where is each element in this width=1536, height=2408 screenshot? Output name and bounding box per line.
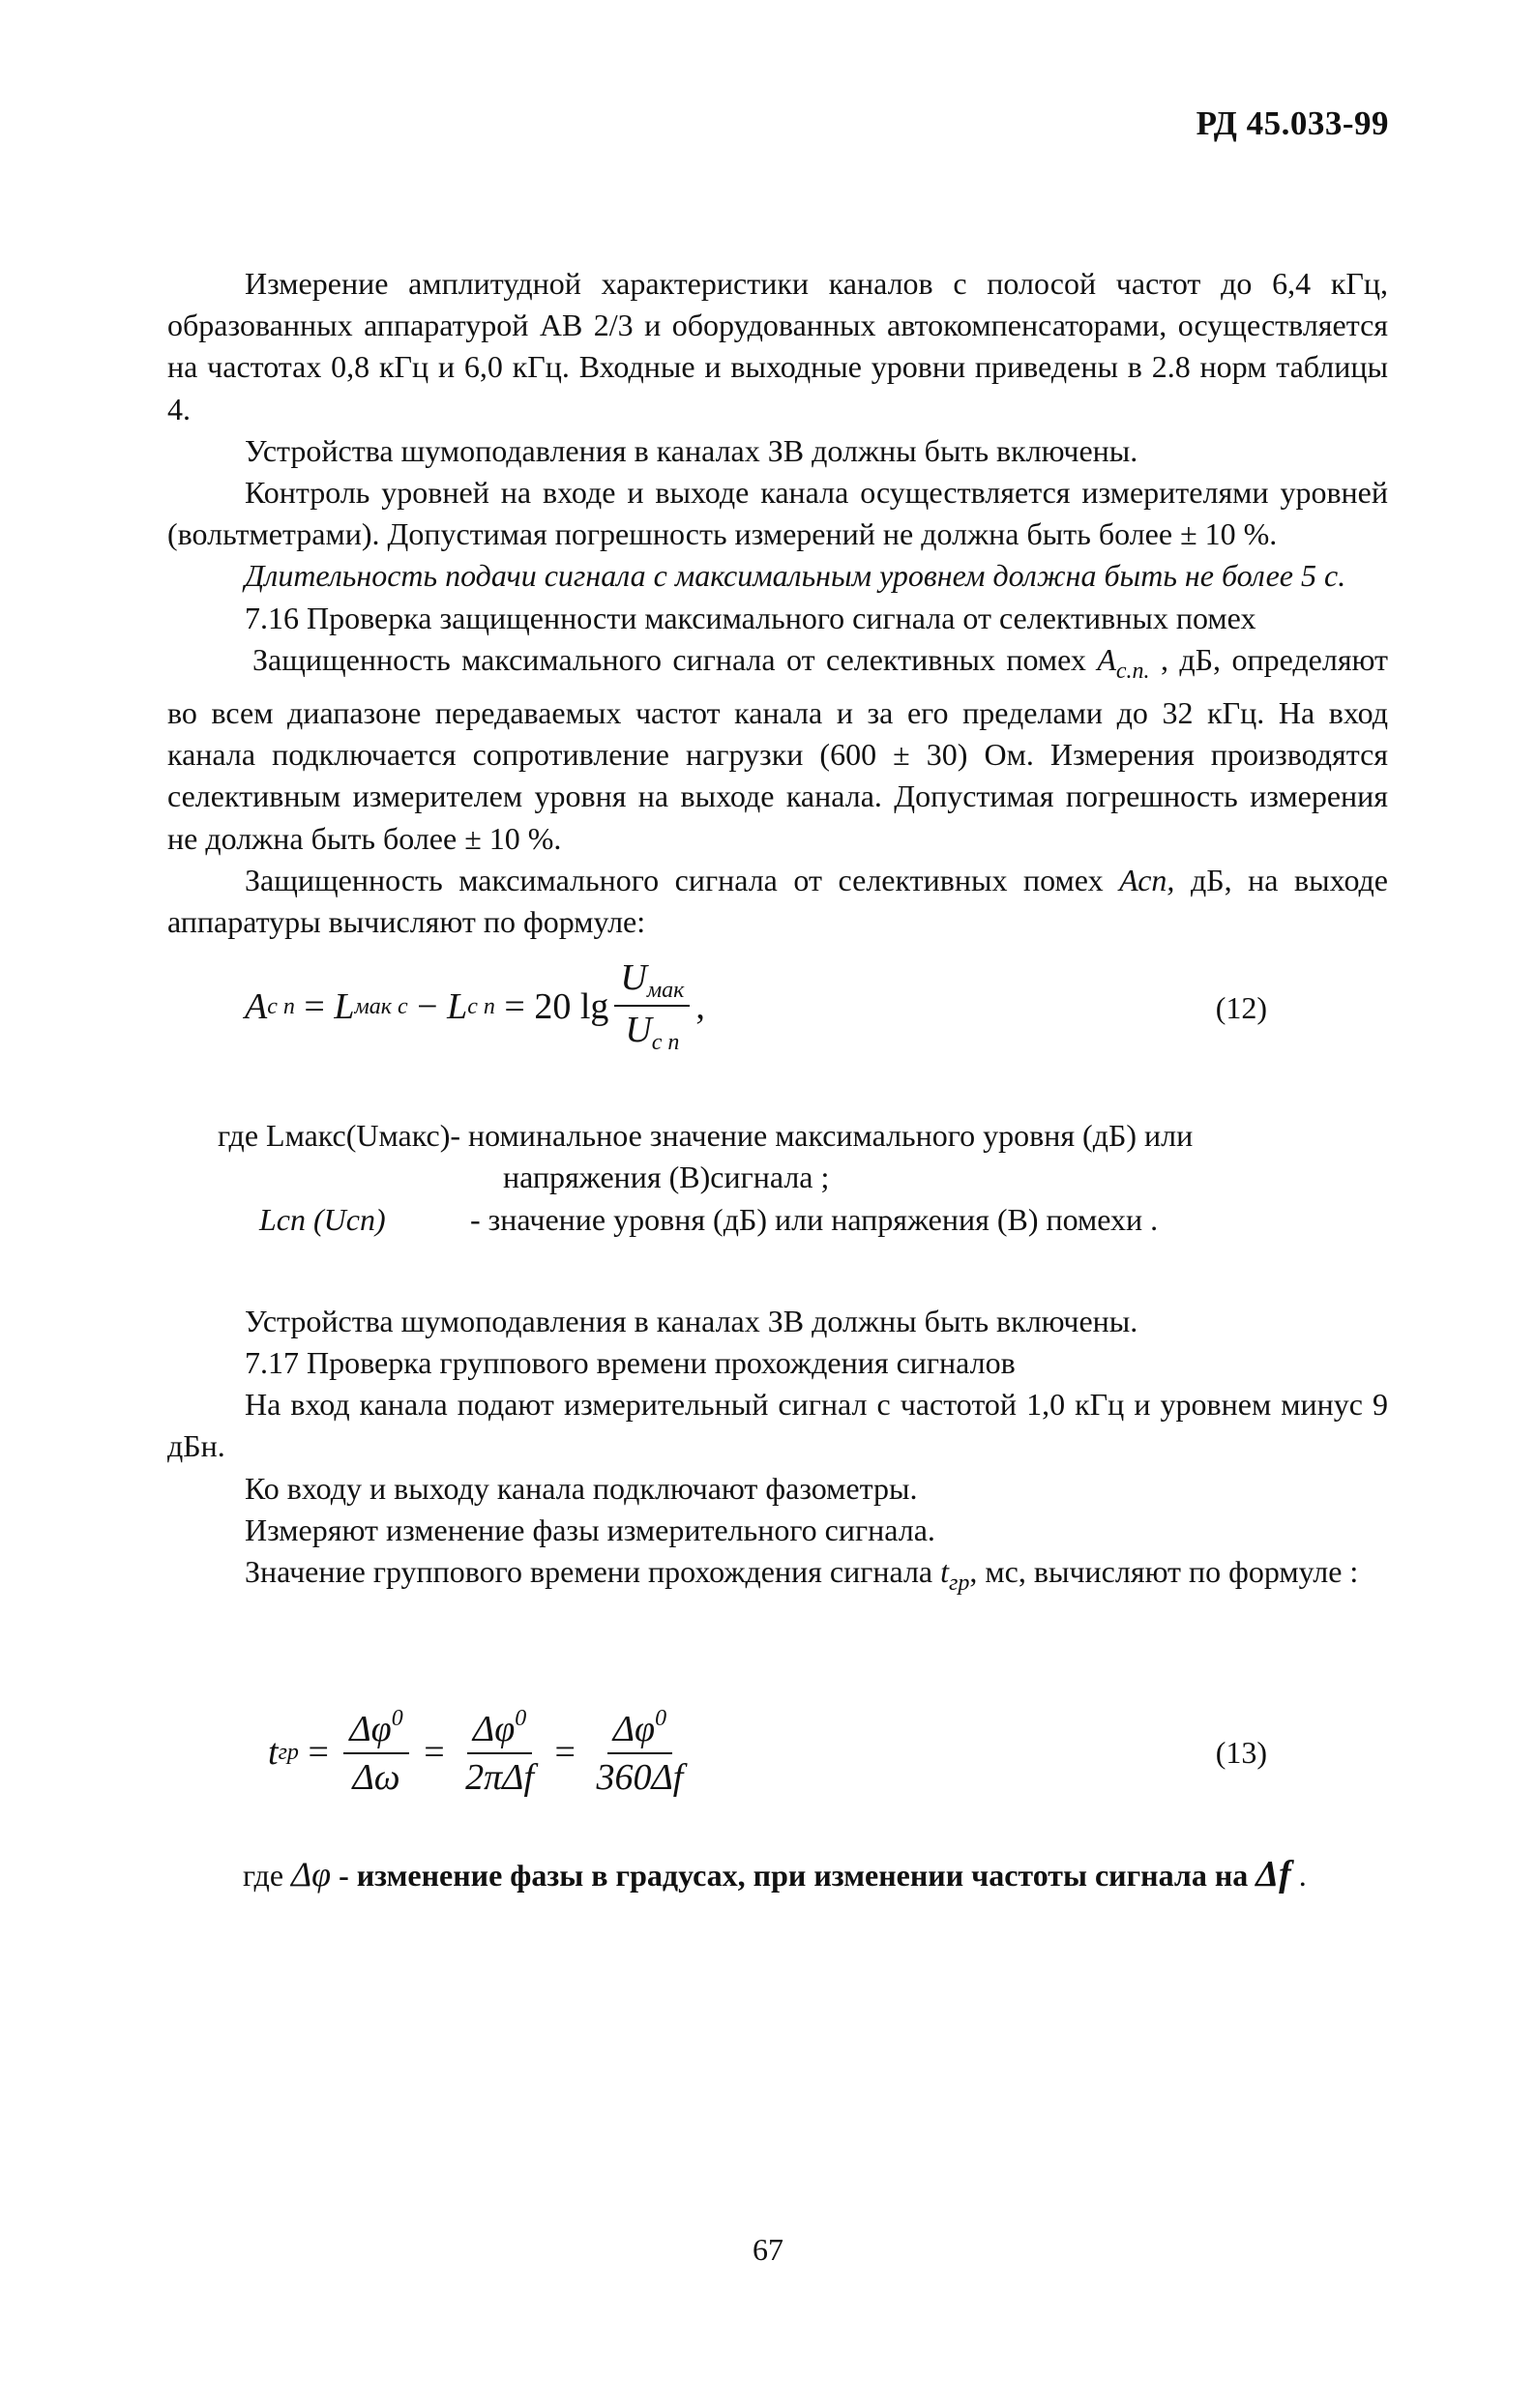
legend-line-lmax: где Lмакс(Uмакс)- номинальное значение максимального уровня (дБ) или (218, 1118, 1194, 1154)
formula-13: t гр = $\frac{\Delta\varphi^0}{\Delta\omega}$ = $\frac{\Delta\varphi^0}{\text{2πΔf}}$ = $\frac{\Delta\varphi^0}{360\Delta f}$ (268, 1689, 694, 1815)
formula-13-row (167, 1689, 1388, 1815)
document-body (167, 263, 1388, 1896)
formula-12-row (167, 949, 1388, 1065)
legend-line-voltage: напряжения (В)сигнала ; (503, 1160, 830, 1195)
legend-line-lsp: Lсп (Uсп) - значение уровня (дБ) или напряжения (В) помехи . (259, 1201, 1159, 1237)
document-code: РД 45.033-99 (1196, 104, 1389, 142)
section-heading-7-17: 7.17 Проверка группового времени прохождения сигналов (245, 1345, 1016, 1381)
section-heading-7-16: 7.16 Проверка защищенности максимального сигнала от селективных помех (245, 600, 1256, 635)
paragraph-phase-change: Измеряют изменение фазы измерительного сигнала. (245, 1512, 935, 1547)
paragraph-level-control: Контроль уровней на входе и выходе канала осуществляется измерителями уровней (вольтметрами). Допустимая погрешность измерений не должна быть более ± 10 %. (167, 475, 1388, 552)
equation-number-12: (12) (1215, 990, 1267, 1026)
equation-number-13: (13) (1215, 1735, 1267, 1771)
formula-13-fraction-1: $\frac{\Delta\varphi^0}{\Delta\omega}$ (343, 1706, 408, 1799)
paragraph-group-delay: Значение группового времени прохождения сигнала $t_{гр}$, мс, вычисляют по формуле : (245, 1554, 1359, 1597)
symbol-a-sp: А (1097, 641, 1116, 677)
paragraph-noise-reduction: Устройства шумоподавления в каналах ЗВ должны быть включены. (245, 432, 1138, 468)
formula-13-legend: где Δφ - изменение фазы в градусах, при изменении частоты сигнала на Δf . (243, 1854, 1307, 1895)
paragraph-signal-duration: Длительность подачи сигнала с максимальным уровнем должна быть не более 5 с. (245, 558, 1346, 594)
paragraph-noise-reduction-2: Устройства шумоподавления в каналах ЗВ должны быть включены. (245, 1303, 1138, 1338)
formula-12: A с п = L мак с − L с п = 20 lg $\frac{U_{мак}}{U_{с п}}$ , (245, 956, 705, 1056)
formula-12-legend (167, 1115, 1388, 1241)
formula-13-fraction-2: $\frac{\Delta\varphi^0}{\text{2πΔf}}$ (465, 1706, 535, 1799)
page-number: 67 (753, 2232, 783, 2267)
paragraph-selective-protection: Защищенность максимального сигнала от селективных помех $А_{с.п.}$ , дБ, определяют во всем диапазоне передаваемых частот канала и за его пределами до 32 кГц. На вход канала подключается сопротивление нагрузки (600 ± 30) Ом. Измерения производятся селективным измерителем уровня на выходе канала. Допустимая погрешность измерения не должна быть более ± 10 %. (167, 641, 1388, 856)
paragraph-amplitude-measurement: Измерение амплитудной характеристики каналов с полосой частот до 6,4 кГц, образованных аппаратурой АВ 2/3 и оборудованных автокомпенсаторами, осуществляется на частотах 0,8 кГц и 6,0 кГц. Входные и выходные уровни приведены в 2.8 норм таблицы 4. (167, 266, 1388, 426)
paragraph-phase-meters: Ко входу и выходу канала подключают фазометры. (245, 1470, 918, 1506)
formula-13-fraction-3: $\frac{\Delta\varphi^0}{360\Delta f}$ (596, 1706, 684, 1799)
formula-12-fraction: $\frac{U_{мак}}{U_{с п}}$ (614, 958, 690, 1056)
paragraph-measurement-signal: На вход канала подают измерительный сигнал с частотой 1,0 кГц и уровнем минус 9 дБн. (167, 1387, 1388, 1464)
paragraph-formula-intro: Защищенность максимального сигнала от селективных помех Асп, дБ, на выходе аппаратуры вычисляют по формуле: (167, 862, 1389, 940)
